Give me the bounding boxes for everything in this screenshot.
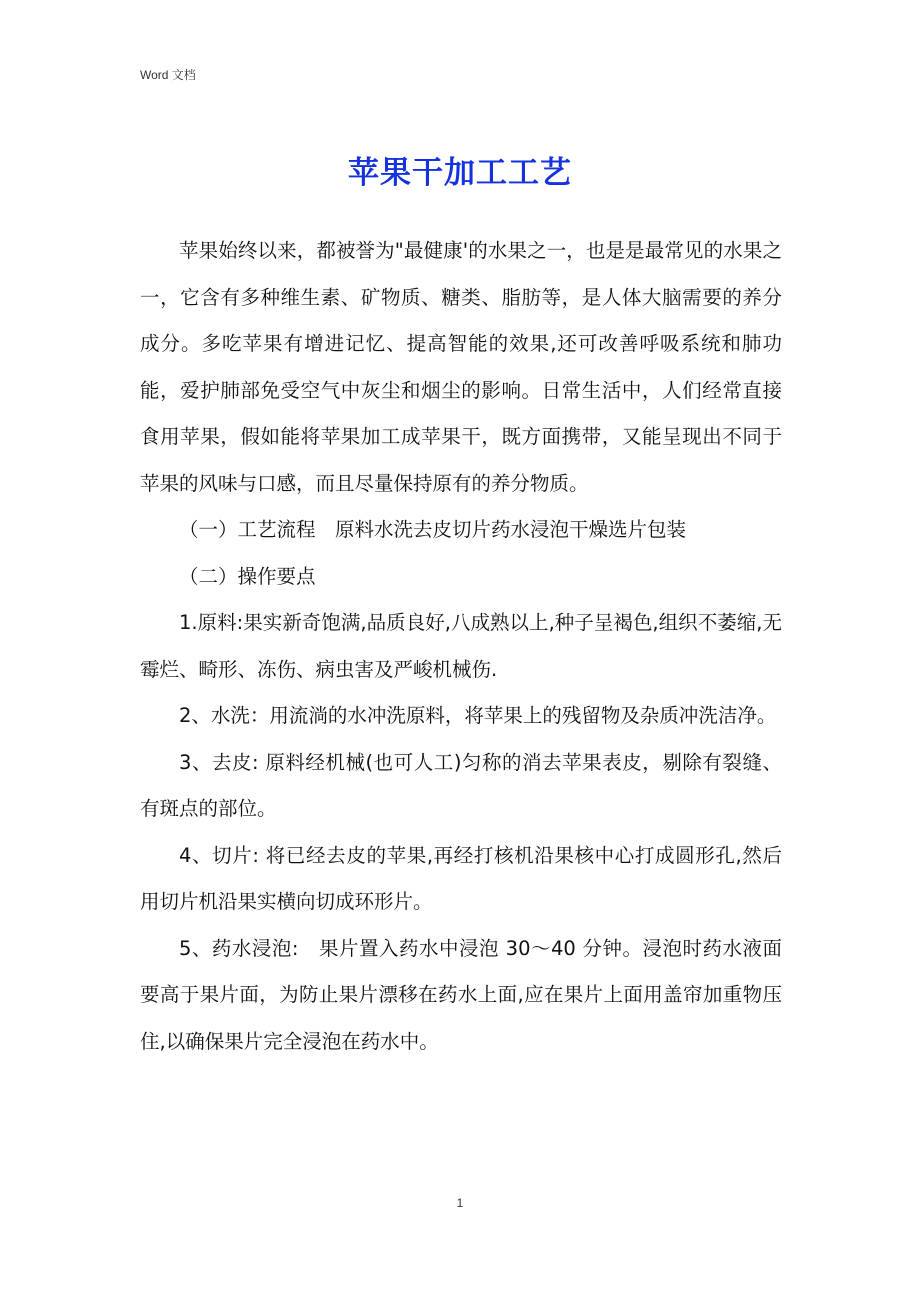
paragraph-step-raw-material: 1.原料:果实新奇饱满,品质良好,八成熟以上,种子呈褐色,组织不萎缩,无霉烂、畸形、冻伤、病虫害及严峻机械伤. xyxy=(140,611,782,681)
paragraph-step-peeling: 3、去皮: 原料经机械(也可人工)匀称的消去苹果表皮，剔除有裂缝、有斑点的部位。 xyxy=(140,750,782,820)
paragraph-step-soaking: 5、药水浸泡: 果片置入药水中浸泡 30～40 分钟。浸泡时药水液面要高于果片面，为防止果片漂移在药水上面,应在果片上面用盖帘加重物压住,以确保果片完全浸泡在药水中。 xyxy=(140,936,782,1053)
paragraph-step-slicing: 4、切片: 将已经去皮的苹果,再经打核机沿果核中心打成圆形孔,然后用切片机沿果实横向切成环形片。 xyxy=(140,843,782,913)
document-body xyxy=(140,228,782,1065)
paragraph-step-washing: 2、水洗：用流淌的水冲洗原料，将苹果上的残留物及杂质冲洗洁净。 xyxy=(179,704,777,727)
paragraph-process-flow: （一）工艺流程 原料水洗去皮切片药水浸泡干燥选片包装 xyxy=(179,518,687,541)
paragraph-key-points-heading: （二）操作要点 xyxy=(179,564,316,588)
paragraph-intro: 苹果始终以来，都被誉为"最健康'的水果之一，也是是最常见的水果之一，它含有多种维生素、矿物质、糖类、脂肪等，是人体大脑需要的养分成分。多吃苹果有增进记忆、提高智能的效果,还可改善呼吸系统和肺功能，爱护肺部免受空气中灰尘和烟尘的影响。日常生活中，人们经常直接食用苹果，假如能将苹果加工成苹果干，既方面携带，又能呈现出不同于苹果的风味与口感，而且尽量保持原有的养分物质。 xyxy=(140,239,782,495)
document-title: 苹果干加工工艺 xyxy=(348,155,572,191)
page-number: 1 xyxy=(456,1196,464,1210)
document-header-label: Word 文档 xyxy=(140,68,196,82)
